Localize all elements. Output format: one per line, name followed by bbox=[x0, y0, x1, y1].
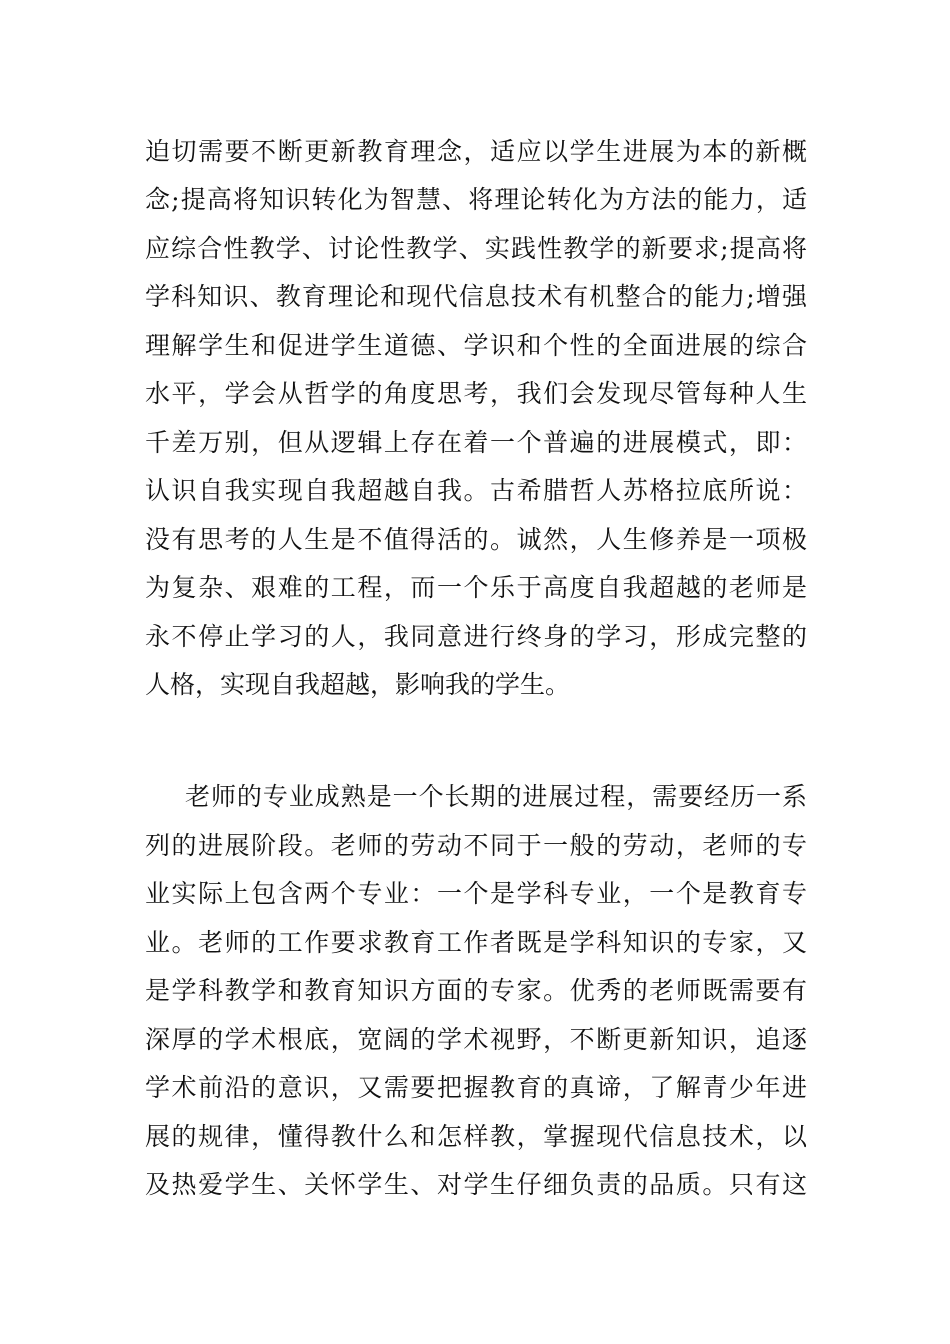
paragraph-1-line-2: 念;提高将知识转化为智慧、将理论转化为方法的能力，适 bbox=[145, 185, 807, 214]
paragraph-1-line-8: 认识自我实现自我超越自我。古希腊哲人苏格拉底所说： bbox=[145, 476, 807, 505]
paragraph-1-line-5: 理解学生和促进学生道德、学识和个性的全面进展的综合 bbox=[145, 331, 807, 360]
paragraph-2-line-9: 及热爱学生、关怀学生、对学生仔细负责的品质。只有这 bbox=[145, 1170, 807, 1199]
paragraph-1-line-1: 迫切需要不断更新教育理念，适应以学生进展为本的新概 bbox=[145, 137, 807, 166]
paragraph-1-line-11: 永不停止学习的人，我同意进行终身的学习，形成完整的 bbox=[145, 622, 807, 651]
paragraph-2-line-8: 展的规律，懂得教什么和怎样教，掌握现代信息技术，以 bbox=[145, 1122, 807, 1151]
paragraph-2-line-7: 学术前沿的意识，又需要把握教育的真谛，了解青少年进 bbox=[145, 1073, 807, 1102]
paragraph-1-line-9: 没有思考的人生是不值得活的。诚然，人生修养是一项极 bbox=[145, 525, 807, 554]
paragraph-2-line-3: 业实际上包含两个专业：一个是学科专业，一个是教育专 bbox=[145, 879, 807, 908]
paragraph-2-line-1: 老师的专业成熟是一个长期的进展过程，需要经历一系 bbox=[185, 782, 807, 811]
paragraph-1-line-4: 学科知识、教育理论和现代信息技术有机整合的能力;增强 bbox=[145, 282, 807, 311]
paragraph-1-line-7: 千差万别，但从逻辑上存在着一个普遍的进展模式，即： bbox=[145, 428, 807, 457]
paragraph-1-line-3: 应综合性教学、讨论性教学、实践性教学的新要求;提高将 bbox=[145, 234, 807, 263]
paragraph-2-line-4: 业。老师的工作要求教育工作者既是学科知识的专家，又 bbox=[145, 928, 807, 957]
paragraph-1-line-10: 为复杂、艰难的工程，而一个乐于高度自我超越的老师是 bbox=[145, 573, 807, 602]
paragraph-2-line-2: 列的进展阶段。老师的劳动不同于一般的劳动，老师的专 bbox=[145, 831, 807, 860]
paragraph-2-line-5: 是学科教学和教育知识方面的专家。优秀的老师既需要有 bbox=[145, 976, 807, 1005]
paragraph-1-line-12: 人格，实现自我超越，影响我的学生。 bbox=[145, 670, 571, 699]
paragraph-2-line-6: 深厚的学术根底，宽阔的学术视野，不断更新知识，追逐 bbox=[145, 1025, 807, 1054]
paragraph-1-line-6: 水平，学会从哲学的角度思考，我们会发现尽管每种人生 bbox=[145, 379, 807, 408]
